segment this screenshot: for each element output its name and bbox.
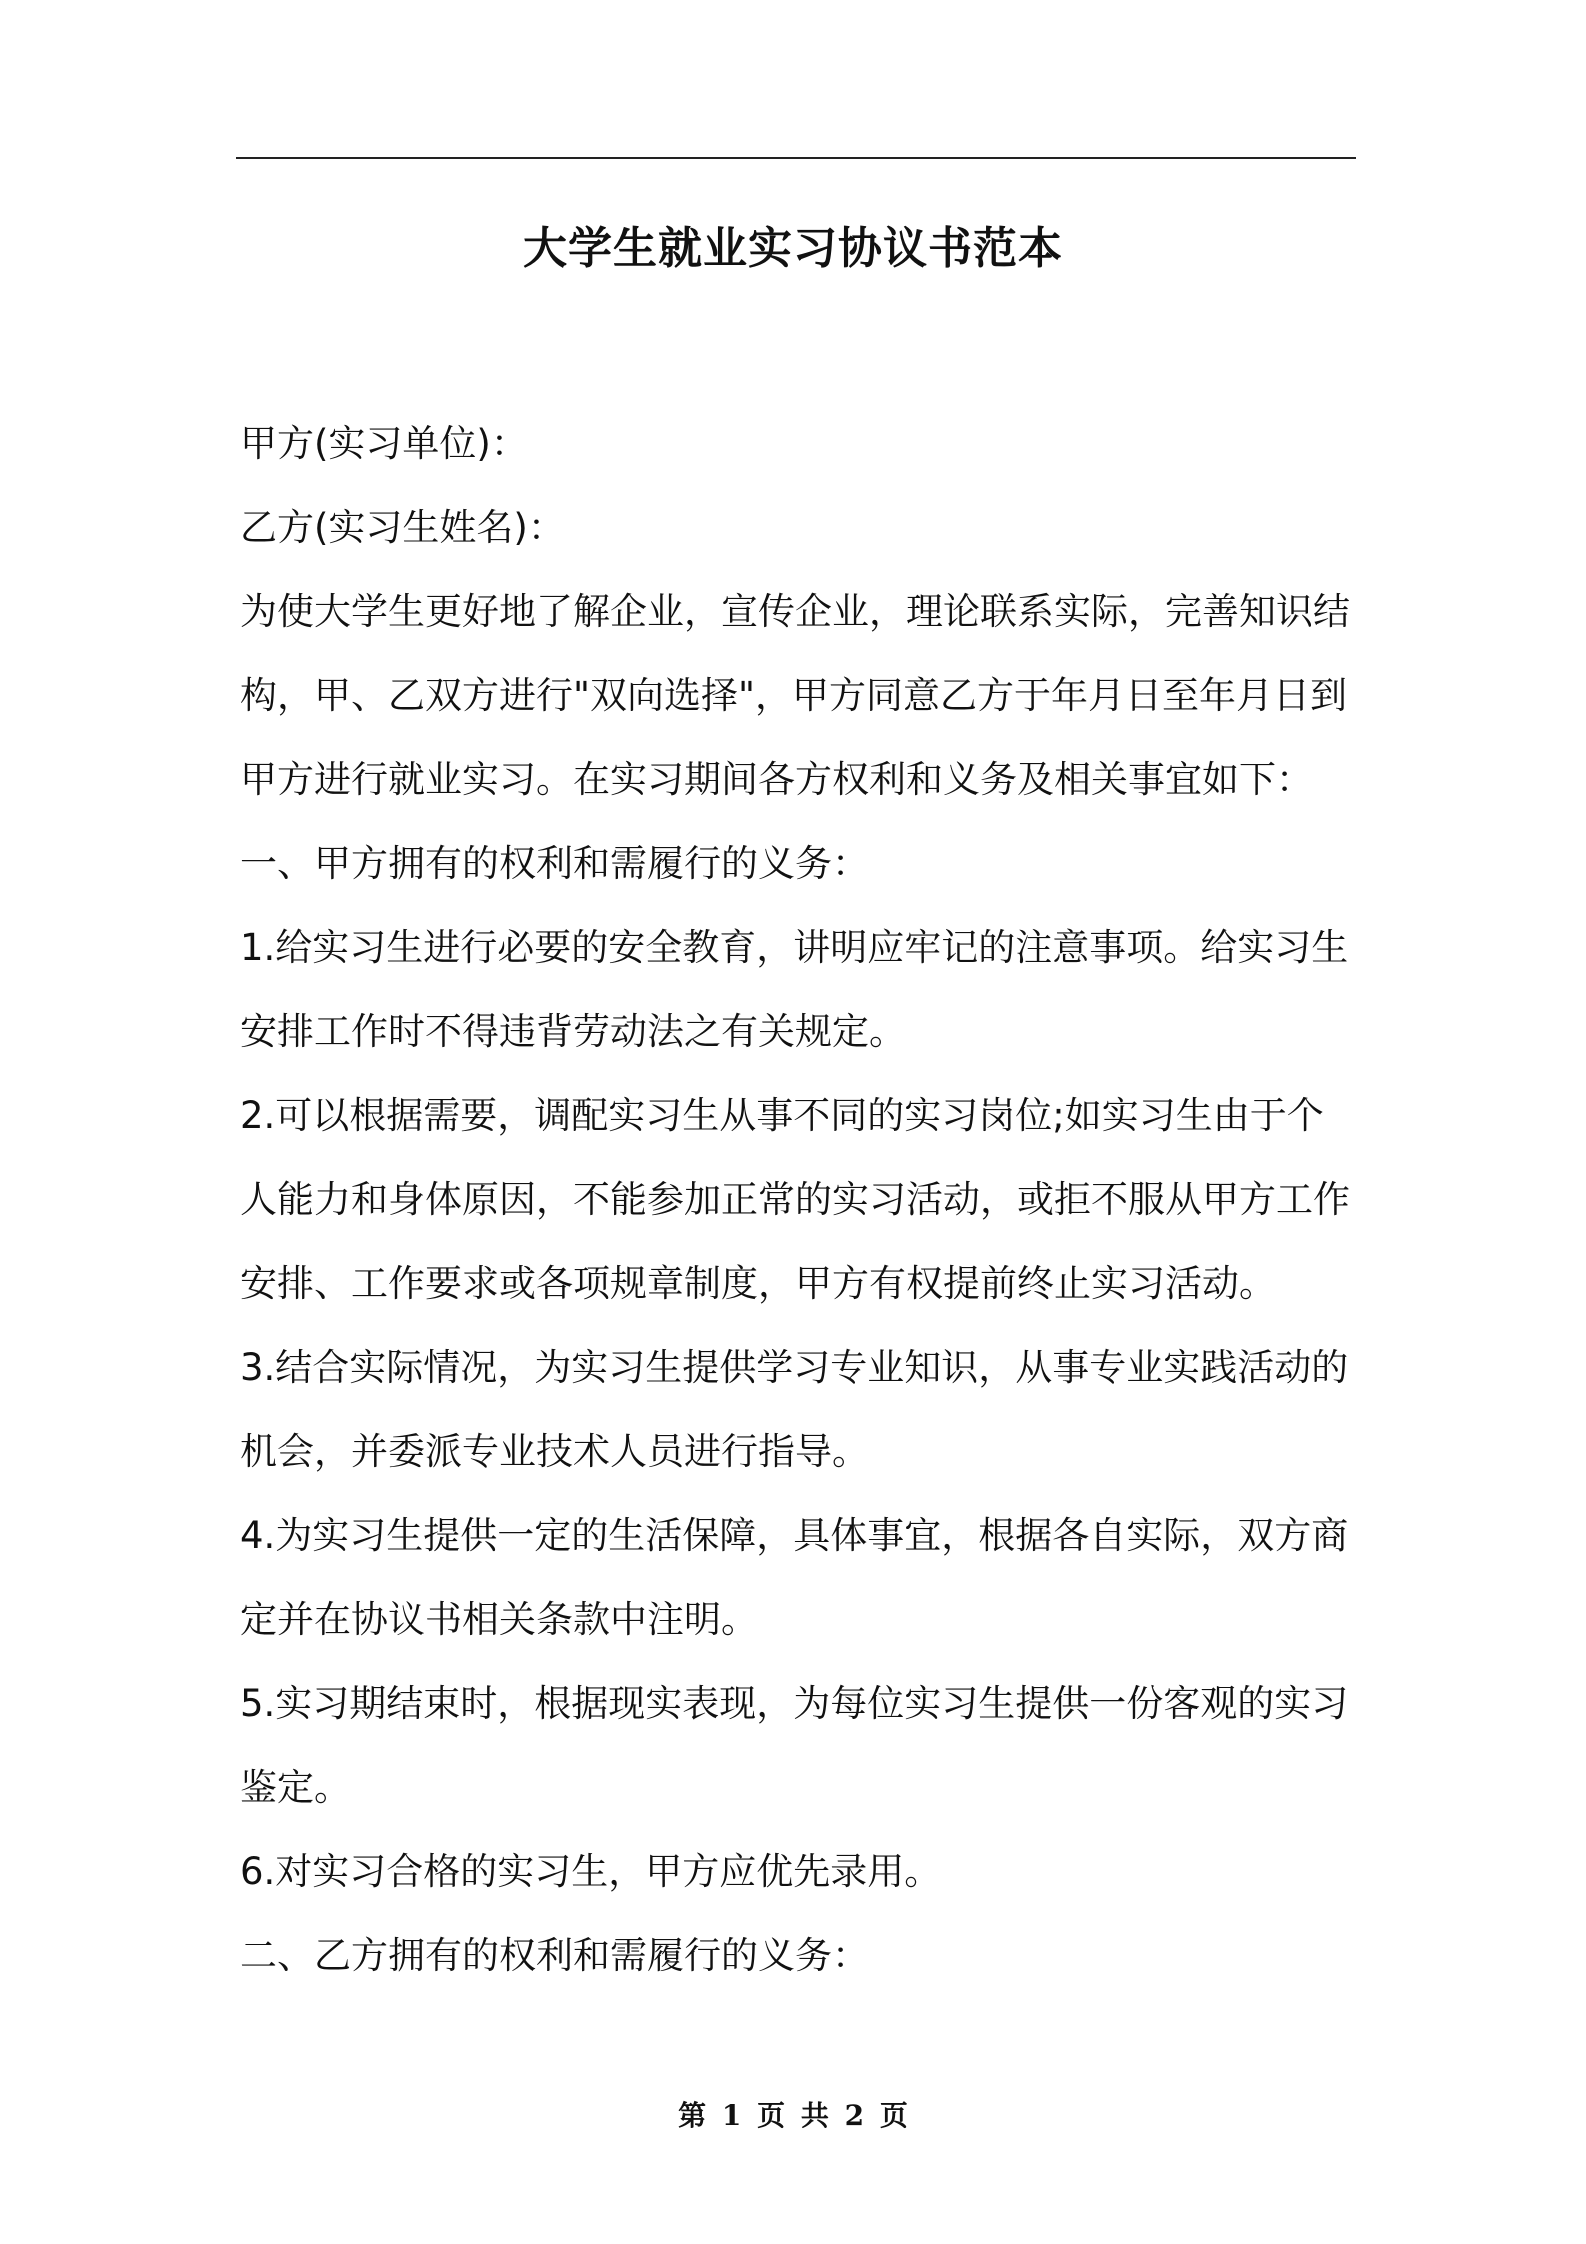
- clause-1: 1.给实习生进行必要的安全教育，讲明应牢记的注意事项。给实习生安排工作时不得违背劳动法之有关规定。: [240, 926, 1349, 1053]
- section-heading-party-a: 一、甲方拥有的权利和需履行的义务：: [240, 842, 869, 885]
- clause-6: 6.对实习合格的实习生，甲方应优先录用。: [240, 1850, 942, 1893]
- party-a-line: 甲方(实习单位)：: [240, 422, 528, 465]
- clause-4: 4.为实习生提供一定的生活保障，具体事宜，根据各自实际，双方商定并在协议书相关条款中注明。: [240, 1514, 1349, 1641]
- section-heading-party-b: 二、乙方拥有的权利和需履行的义务：: [240, 1934, 869, 1977]
- clause-2: 2.可以根据需要，调配实习生从事不同的实习岗位;如实习生由于个人能力和身体原因，不能参加正常的实习活动，或拒不服从甲方工作安排、工作要求或各项规章制度，甲方有权提前终止实习活动。: [240, 1094, 1350, 1305]
- page-footer: 第 1 页 共 2 页: [678, 2099, 908, 2132]
- preamble-paragraph: 为使大学生更好地了解企业，宣传企业，理论联系实际，完善知识结构，甲、乙双方进行"双向选择"，甲方同意乙方于年月日至年月日到甲方进行就业实习。在实习期间各方权利和义务及相关事宜如下：: [240, 590, 1350, 801]
- document-title: 大学生就业实习协议书范本: [523, 223, 1063, 274]
- document-body: [240, 402, 1358, 1998]
- party-b-line: 乙方(实习生姓名)：: [240, 506, 565, 549]
- clause-5: 5.实习期结束时，根据现实表现，为每位实习生提供一份客观的实习鉴定。: [240, 1682, 1349, 1809]
- header-rule: [236, 157, 1356, 159]
- clause-3: 3.结合实际情况，为实习生提供学习专业知识，从事专业实践活动的机会，并委派专业技术人员进行指导。: [240, 1346, 1349, 1473]
